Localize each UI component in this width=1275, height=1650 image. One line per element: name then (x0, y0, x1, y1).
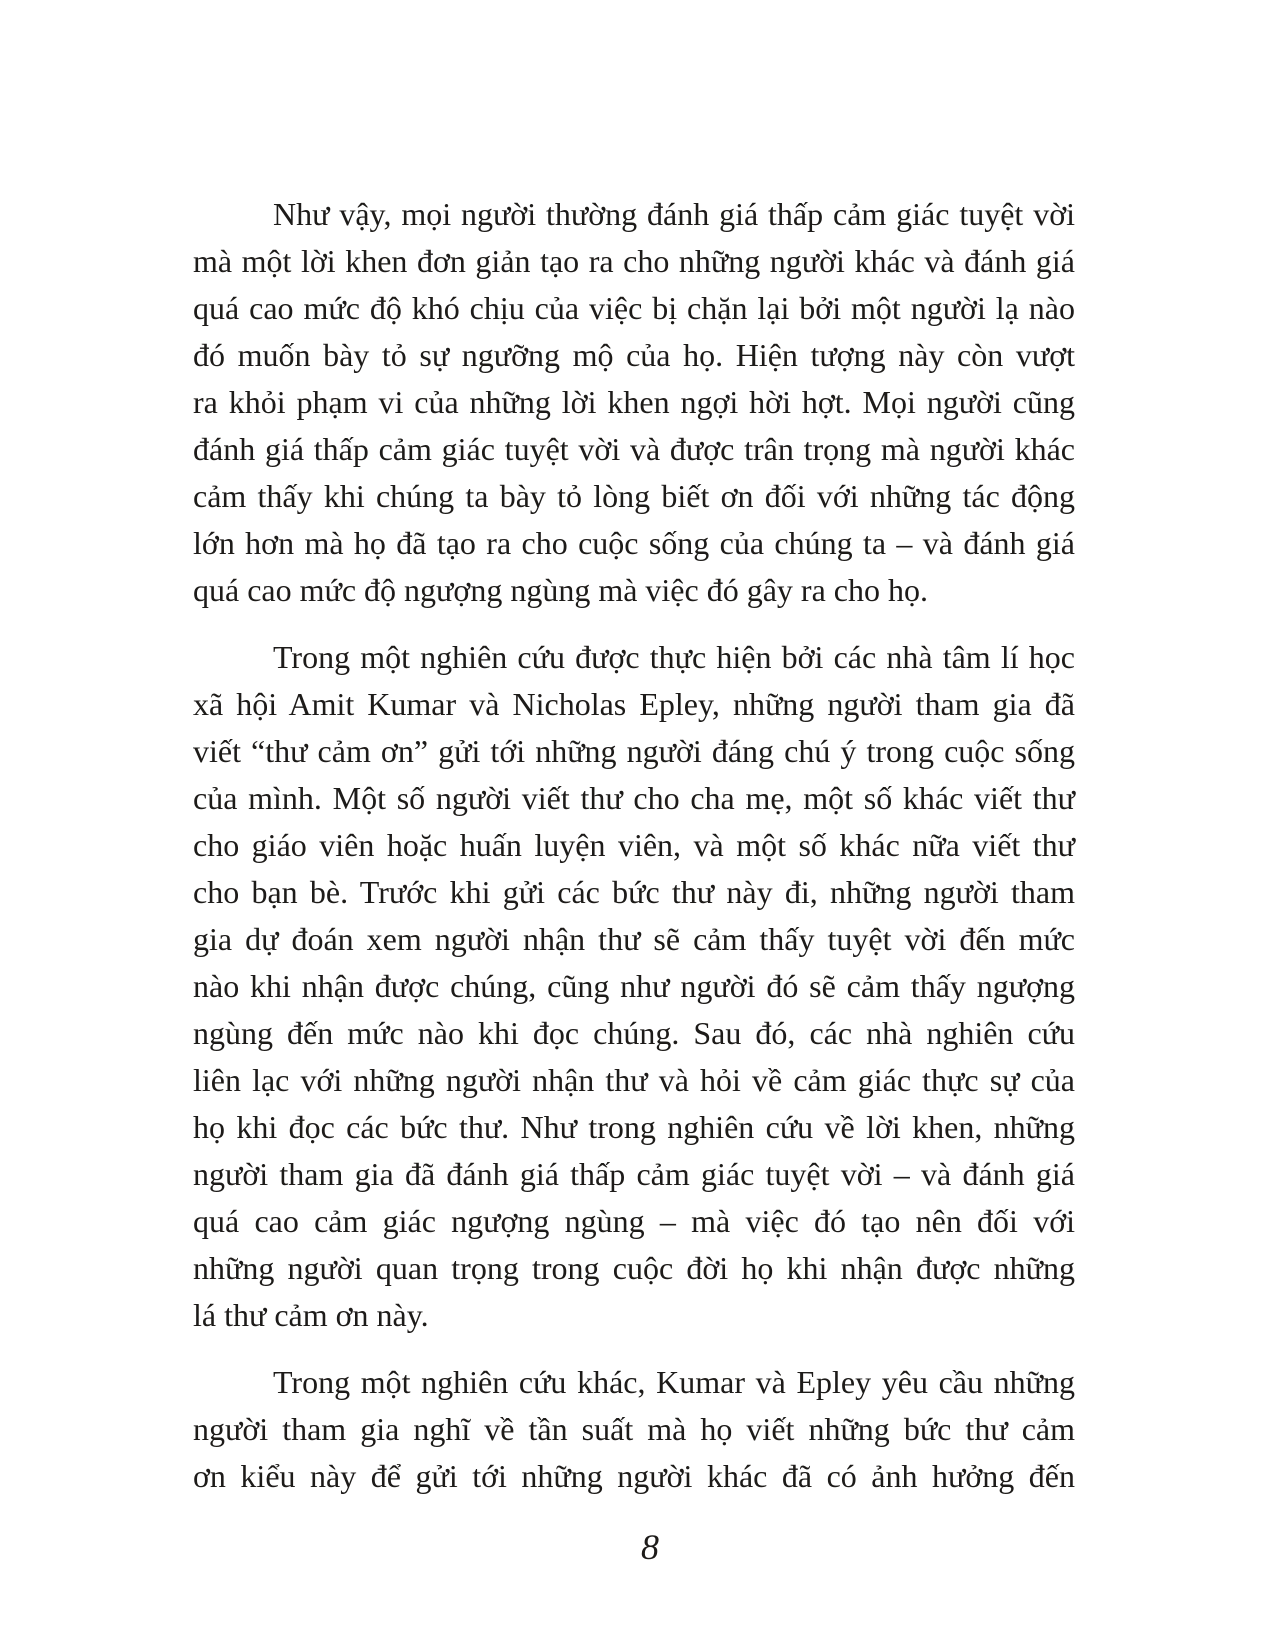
text-line: lớn hơn mà họ đã tạo ra cho cuộc sống của chúng ta – và đánh giá (193, 525, 1075, 561)
text-line: người tham gia nghĩ về tần suất mà họ viết những bức thư cảm (193, 1411, 1075, 1447)
text-line: những người quan trọng trong cuộc đời họ khi nhận được những (193, 1250, 1075, 1286)
paragraph-1 (193, 191, 1075, 614)
text-line: họ khi đọc các bức thư. Như trong nghiên cứu về lời khen, những (193, 1109, 1075, 1145)
text-line: ngùng đến mức nào khi đọc chúng. Sau đó, các nhà nghiên cứu (193, 1015, 1075, 1051)
text-line: quá cao mức độ khó chịu của việc bị chặn lại bởi một người lạ nào (193, 290, 1075, 326)
text-line: viết “thư cảm ơn” gửi tới những người đáng chú ý trong cuộc sống (193, 733, 1075, 769)
text-line: người tham gia đã đánh giá thấp cảm giác tuyệt vời – và đánh giá (193, 1156, 1075, 1192)
text-line: lá thư cảm ơn này. (193, 1297, 429, 1333)
text-line: của mình. Một số người viết thư cho cha mẹ, một số khác viết thư (193, 780, 1075, 816)
paragraph-3 (193, 1359, 1075, 1500)
text-line: đó muốn bày tỏ sự ngưỡng mộ của họ. Hiện tượng này còn vượt (193, 337, 1075, 373)
text-line: nào khi nhận được chúng, cũng như người đó sẽ cảm thấy ngượng (193, 968, 1075, 1004)
text-line: Trong một nghiên cứu khác, Kumar và Epley yêu cầu những (273, 1364, 1075, 1400)
text-line: liên lạc với những người nhận thư và hỏi về cảm giác thực sự của (193, 1062, 1075, 1098)
text-line: cho bạn bè. Trước khi gửi các bức thư này đi, những người tham (193, 874, 1075, 910)
text-line: quá cao mức độ ngượng ngùng mà việc đó gây ra cho họ. (193, 572, 928, 608)
page-text-block (193, 191, 1075, 1500)
text-line: quá cao cảm giác ngượng ngùng – mà việc đó tạo nên đối với (193, 1203, 1075, 1239)
text-line: Trong một nghiên cứu được thực hiện bởi các nhà tâm lí học (273, 639, 1075, 675)
text-line: cảm thấy khi chúng ta bày tỏ lòng biết ơn đối với những tác động (193, 478, 1075, 514)
text-line: ơn kiểu này để gửi tới những người khác đã có ảnh hưởng đến (193, 1458, 1075, 1494)
text-line: Như vậy, mọi người thường đánh giá thấp cảm giác tuyệt vời (273, 196, 1075, 232)
text-line: ra khỏi phạm vi của những lời khen ngợi hời hợt. Mọi người cũng (193, 384, 1075, 420)
text-line: xã hội Amit Kumar và Nicholas Epley, những người tham gia đã (193, 686, 1075, 722)
text-line: gia dự đoán xem người nhận thư sẽ cảm thấy tuyệt vời đến mức (193, 921, 1075, 957)
paragraph-2 (193, 634, 1075, 1339)
page-number: 8 (641, 1527, 659, 1567)
text-line: đánh giá thấp cảm giác tuyệt vời và được trân trọng mà người khác (193, 431, 1075, 467)
text-line: mà một lời khen đơn giản tạo ra cho những người khác và đánh giá (193, 243, 1075, 279)
text-line: cho giáo viên hoặc huấn luyện viên, và một số khác nữa viết thư (193, 827, 1075, 863)
